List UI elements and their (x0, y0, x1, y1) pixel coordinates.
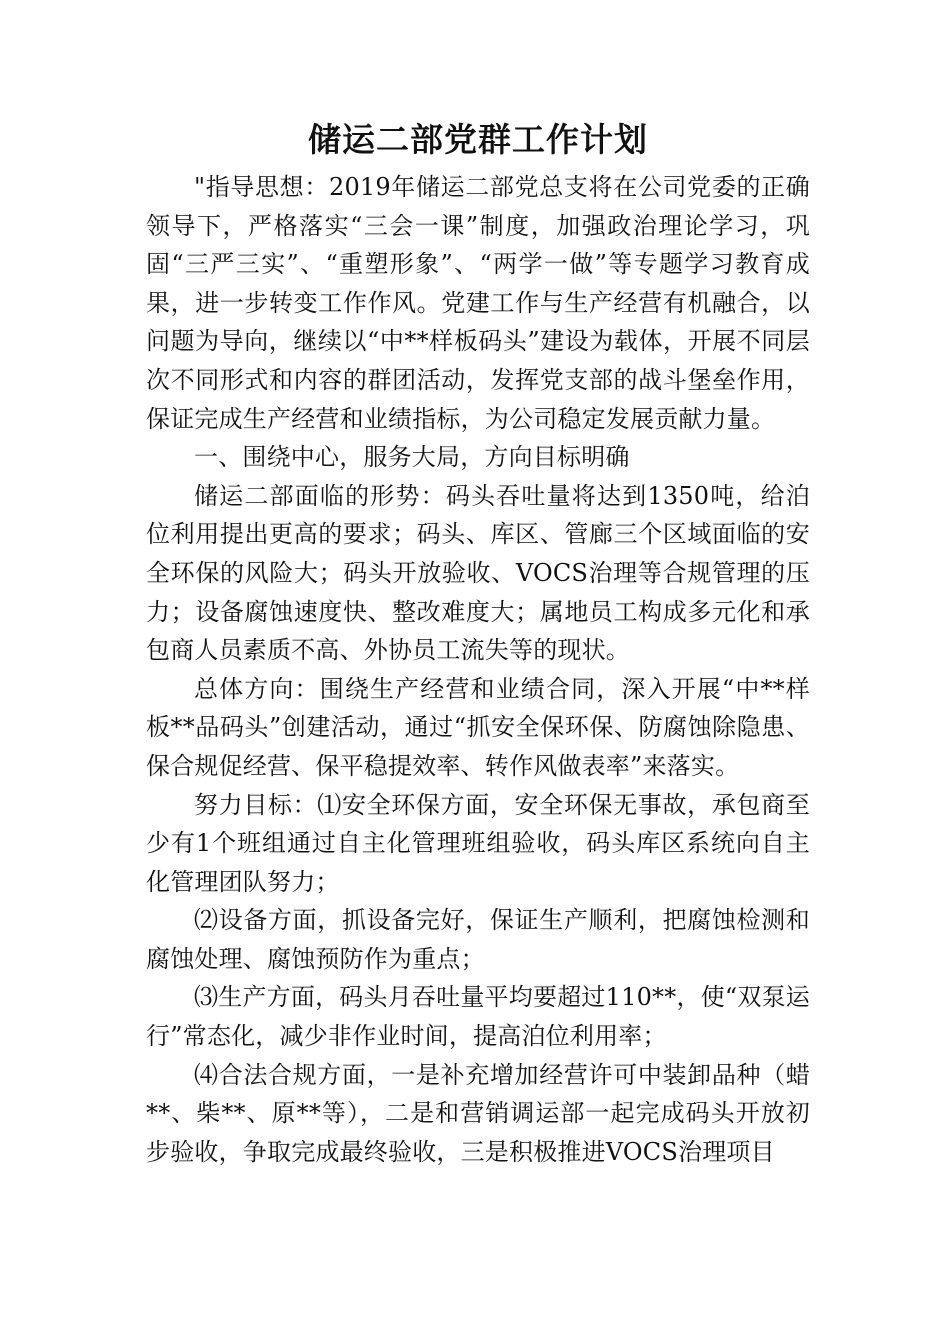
paragraph-goal-compliance: ⑷合法合规方面，一是补充增加经营许可中装卸品种（蜡**、柴**、原**等），二是和营销调运部一起完成码头开放初步验收，争取完成最终验收，三是积极推进VOCS治理项目 (146, 1060, 810, 1166)
paragraph-goal-equipment: ⑵设备方面，抓设备完好，保证生产顺利，把腐蚀检测和腐蚀处理、腐蚀预防作为重点； (146, 906, 810, 973)
section-heading-1: 一、围绕中心，服务大局，方向目标明确 (194, 443, 630, 472)
paragraph-situation: 储运二部面临的形势：码头吞吐量将达到1350吨，给泊位利用提出更高的要求；码头、库区、管廊三个区域面临的安全环保的风险大；码头开放验收、VOCS治理等合规管理的压力；设备腐蚀速度快、整改难度大；属地员工构成多元化和承包商人员素质不高、外协员工流失等的现状。 (146, 481, 810, 665)
document-title: 储运二部党群工作计划 (308, 120, 648, 159)
document-page (146, 118, 810, 1171)
document-body (146, 168, 810, 1171)
paragraph-goal-production: ⑶生产方面，码头月吞吐量平均要超过110**，使“双泵运行”常态化，减少非作业时间，提高泊位利用率； (146, 983, 810, 1051)
paragraph-guiding-ideology: "指导思想：2019年储运二部党总支将在公司党委的正确领导下，严格落实“三会一课”制度，加强政治理论学习，巩固“三严三实”、“重塑形象”、“两学一做”等专题学习教育成果，进一步转变工作作风。党建工作与生产经营有机融合，以问题为导向，继续以“中**样板码头”建设为载体，开展不同层次不同形式和内容的群团活动，发挥党支部的战斗堡垒作用，保证完成生产经营和业绩指标，为公司稳定发展贡献力量。 (146, 173, 810, 433)
paragraph-overall-direction: 总体方向：围绕生产经营和业绩合同，深入开展“中**样板**品码头”创建活动，通过“抓安全保环保、防腐蚀除隐患、保合规促经营、保平稳提效率、转作风做表率”来落实。 (146, 674, 810, 780)
paragraph-goal-safety: 努力目标：⑴安全环保方面，安全环保无事故，承包商至少有1个班组通过自主化管理班组验收，码头库区系统向自主化管理团队努力； (146, 790, 810, 896)
